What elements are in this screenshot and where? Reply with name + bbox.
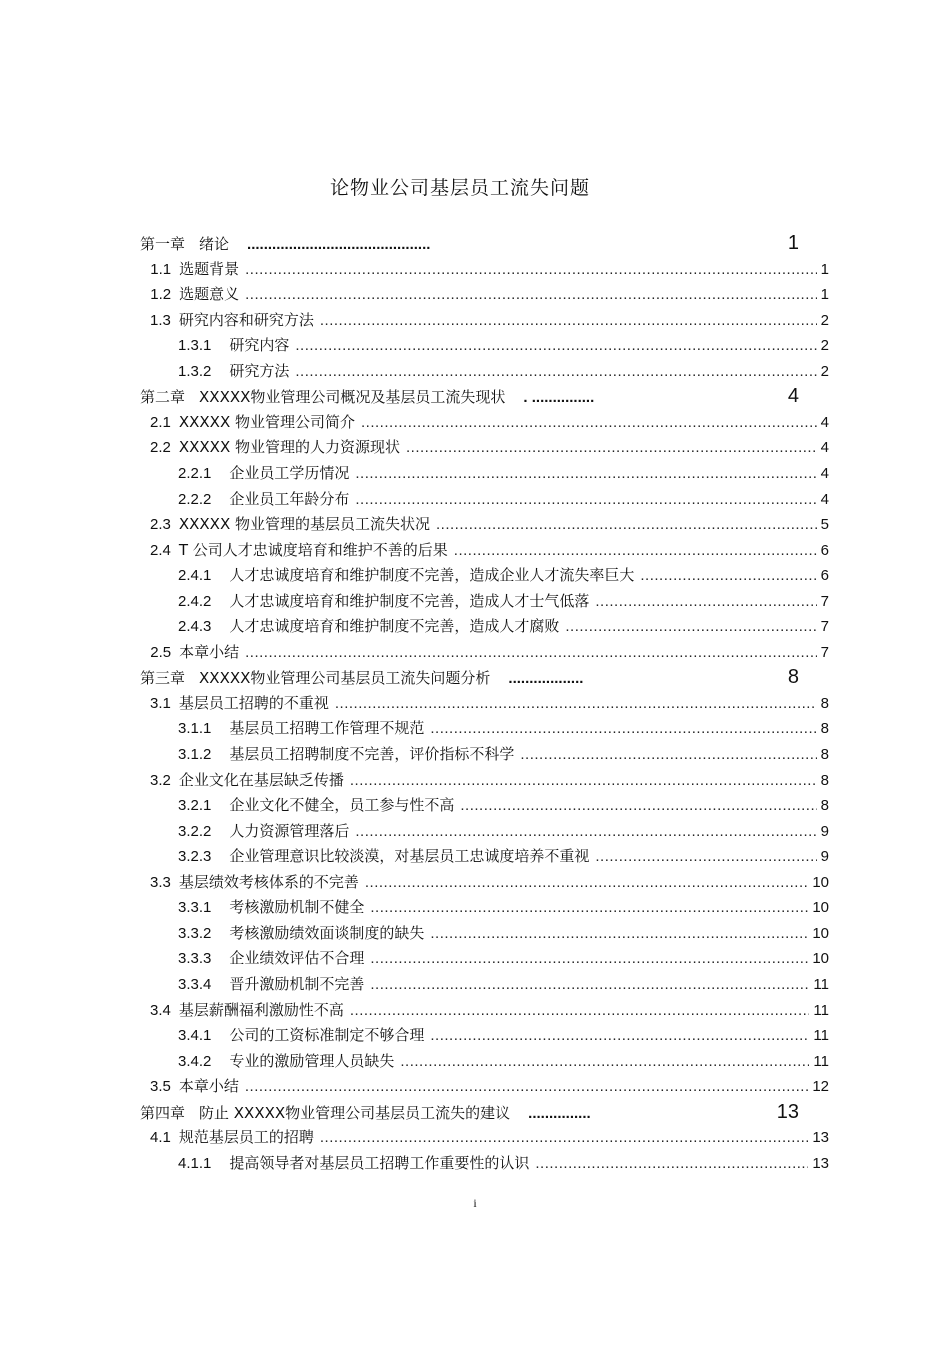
toc-page-number: 9 (820, 822, 829, 840)
toc-entry[interactable] (178, 590, 829, 611)
toc-dot-leader (454, 542, 817, 559)
toc-dot-leader (335, 695, 817, 712)
toc-page-number: 7 (820, 618, 829, 636)
toc-entry-title: T 公司人才忠诚度培育和维护不善的后果 (178, 540, 448, 559)
toc-entry-number: 4.1 (150, 1129, 171, 1147)
toc-entry-number: 3.3 (150, 873, 171, 891)
toc-entry[interactable] (178, 947, 829, 968)
toc-entry-title: 人力资源管理落后 (229, 821, 350, 840)
toc-entry[interactable] (178, 360, 829, 381)
toc-entry-number: 第一章 (140, 236, 186, 253)
toc-entry[interactable] (150, 436, 829, 457)
toc-page-number: 6 (820, 567, 829, 585)
toc-page-number: 10 (812, 873, 829, 891)
toc-dot-leader (295, 363, 816, 380)
toc-page-number: 4 (820, 439, 829, 457)
toc-dot-leader (361, 414, 817, 431)
toc-dot-leader (350, 772, 817, 789)
toc-entry[interactable] (150, 692, 829, 713)
toc-entry-number: 3.1.2 (178, 746, 212, 763)
toc-entry-number: 3.4.1 (178, 1027, 212, 1045)
toc-entry-number: 2.4.2 (178, 592, 212, 610)
toc-entry-number: 2.4 (150, 541, 171, 559)
toc-entry-number: 3.3.1 (178, 899, 212, 917)
toc-entry-title: 人才忠诚度培育和维护制度不完善，造成企业人才流失率巨大 (229, 566, 635, 585)
toc-entry-title: 规范基层员工的招聘 (178, 1128, 314, 1147)
toc-chapter-entry[interactable] (140, 385, 799, 408)
toc-entry[interactable] (150, 309, 829, 330)
toc-entry-title: 基层员工招聘工作管理不规范 (229, 719, 425, 738)
toc-dot-leader (320, 1129, 808, 1146)
toc-entry-title: 考核激励机制不健全 (229, 898, 365, 917)
toc-dot-leader (436, 516, 817, 533)
toc-entry-title: 研究内容 (229, 336, 290, 355)
toc-entry-title: 企业员工年龄分布 (229, 489, 350, 508)
toc-entry[interactable] (178, 794, 829, 815)
toc-entry-title: 基层绩效考核体系的不完善 (178, 872, 359, 891)
toc-entry-number: 3.2.3 (178, 848, 212, 866)
toc-page-number: 2 (820, 337, 829, 355)
toc-entry[interactable] (150, 999, 829, 1020)
toc-entry-title: 企业员工学历情况 (229, 463, 350, 482)
toc-entry[interactable] (178, 488, 829, 509)
toc-entry-title: 选题意义 (179, 285, 240, 304)
toc-dot-leader (535, 1155, 808, 1172)
toc-dot-leader (565, 618, 816, 635)
toc-page-number: 4 (820, 490, 829, 508)
toc-entry[interactable] (150, 411, 829, 432)
toc-entry-number: 1.3.1 (178, 337, 212, 355)
toc-entry[interactable] (178, 1024, 829, 1045)
toc-entry-title: 基层薪酬福利激励性不高 (178, 1000, 344, 1019)
toc-dot-leader (245, 1078, 808, 1095)
toc-page-number: 8 (820, 771, 829, 789)
toc-page-number: 6 (820, 541, 829, 559)
toc-chapter-dot-leader: . ............... (523, 389, 595, 407)
toc-dot-leader (406, 439, 817, 456)
toc-page-number: 8 (820, 694, 829, 712)
toc-entry-title: 企业文化不健全，员工参与性不高 (229, 796, 455, 815)
toc-page-number: 1 (820, 260, 829, 278)
toc-entry[interactable] (150, 258, 829, 279)
toc-entry[interactable] (178, 615, 829, 636)
toc-chapter-entry[interactable] (140, 1101, 799, 1124)
toc-dot-leader (245, 261, 817, 278)
toc-entry[interactable] (150, 871, 829, 892)
toc-page-number: 8 (820, 746, 829, 763)
toc-entry-title: 提高领导者对基层员工招聘工作重要性的认识 (229, 1153, 530, 1172)
toc-page-number: 13 (812, 1154, 829, 1172)
toc-page-number: 1 (820, 286, 829, 304)
toc-entry-number: 2.3 (150, 516, 171, 534)
toc-entry-title: 人才忠诚度培育和维护制度不完善，造成人才腐败 (229, 617, 560, 636)
toc-entry-number: 1.1 (150, 260, 172, 278)
toc-page-number: 7 (820, 643, 829, 661)
toc-chapter-dot-leader: ............................................ (247, 236, 431, 253)
toc-page-number: 2 (820, 311, 829, 329)
toc-entry-title: 研究内容和研究方法 (178, 310, 314, 329)
toc-entry-number: 3.4 (150, 1001, 171, 1019)
toc-entry[interactable] (178, 743, 829, 764)
toc-entry-title: 晋升激励机制不完善 (229, 974, 365, 993)
toc-entry[interactable] (178, 820, 829, 841)
toc-entry-title: 基层员工招聘的不重视 (178, 693, 329, 712)
toc-dot-leader (370, 976, 809, 993)
toc-entry-title: 企业文化在基层缺乏传播 (178, 770, 344, 789)
toc-page-number: 1 (787, 232, 799, 254)
toc-entry[interactable] (150, 513, 829, 534)
toc-dot-leader (520, 746, 816, 763)
toc-entry-title: 考核激励绩效面谈制度的缺失 (229, 923, 425, 942)
toc-entry-title: XXXXX物业管理公司概况及基层员工流失现状 (199, 388, 506, 407)
toc-page-number: 10 (812, 950, 829, 968)
toc-page-number: 4 (820, 464, 829, 482)
toc-entry-number: 4.1.1 (178, 1154, 212, 1172)
toc-entry-number: 3.2.2 (178, 822, 212, 840)
toc-entry-title: 本章小结 (179, 642, 240, 661)
toc-entry[interactable] (150, 539, 829, 560)
toc-entry-number: 3.3.3 (178, 950, 212, 968)
toc-dot-leader (365, 874, 808, 891)
toc-page-number: 11 (813, 1052, 829, 1070)
toc-entry-title: XXXXX 物业管理公司简介 (178, 412, 356, 431)
toc-dot-leader (460, 797, 816, 814)
toc-entry-title: 基层员工招聘制度不完善，评价指标不科学 (229, 745, 515, 763)
toc-entry-number: 2.2.2 (178, 490, 212, 508)
toc-entry[interactable] (150, 1126, 829, 1147)
toc-dot-leader (355, 465, 816, 482)
toc-dot-leader (350, 1002, 810, 1019)
toc-entry-number: 1.2 (150, 286, 172, 304)
toc-entry-number: 3.3.2 (178, 924, 212, 942)
toc-entry-title: XXXXX 物业管理的人力资源现状 (178, 438, 401, 457)
toc-entry-number: 2.2 (150, 439, 171, 457)
toc-page-number: 2 (820, 362, 829, 380)
toc-entry-title: 选题背景 (179, 259, 240, 278)
toc-dot-leader (640, 567, 816, 584)
toc-entry[interactable] (178, 462, 829, 483)
toc-page-number: 9 (820, 848, 829, 866)
toc-entry-title: 专业的激励管理人员缺失 (229, 1051, 395, 1070)
toc-dot-leader (595, 593, 816, 610)
toc-entry-title: XXXXX 物业管理的基层员工流失状况 (178, 515, 431, 534)
toc-dot-leader (430, 1027, 809, 1044)
toc-entry-number: 3.1 (150, 694, 171, 712)
toc-entry[interactable] (178, 334, 829, 355)
toc-dot-leader (320, 312, 817, 329)
toc-dot-leader (245, 644, 817, 661)
toc-entry[interactable] (178, 1050, 829, 1071)
toc-entry-number: 1.3.2 (178, 362, 212, 380)
toc-entry-title: 企业管理意识比较淡漠，对基层员工忠诚度培养不重视 (229, 847, 590, 866)
page-number: i (473, 1196, 477, 1210)
toc-page-number: 11 (813, 1027, 829, 1045)
toc-entry-number: 3.1.1 (178, 720, 212, 738)
toc-dot-leader (355, 491, 816, 508)
toc-dot-leader (355, 823, 816, 840)
toc-entry-number: 3.4.2 (178, 1052, 212, 1070)
toc-entry[interactable] (178, 845, 829, 866)
toc-entry-number: 2.1 (150, 413, 171, 431)
toc-entry-number: 3.2 (150, 771, 171, 789)
toc-entry-title: 研究方法 (229, 361, 290, 380)
toc-entry-number: 3.2.1 (178, 797, 212, 815)
toc-entry-number: 第二章 (140, 389, 186, 407)
toc-page-number: 13 (812, 1129, 829, 1147)
toc-entry[interactable] (178, 717, 829, 738)
toc-page-number: 11 (813, 1001, 829, 1019)
toc-entry[interactable] (178, 896, 829, 917)
toc-entry[interactable] (178, 1152, 829, 1173)
toc-page-number: 10 (812, 899, 829, 917)
toc-entry-number: 3.3.4 (178, 975, 212, 993)
toc-entry-number: 2.2.1 (178, 464, 212, 482)
toc-entry[interactable] (150, 1075, 829, 1096)
toc-entry[interactable] (150, 769, 829, 790)
toc-page-number: 10 (812, 924, 829, 942)
toc-entry-number: 2.4.3 (178, 618, 212, 636)
toc-entry-title: 本章小结 (178, 1077, 239, 1096)
toc-entry-number: 第三章 (140, 670, 186, 688)
toc-entry-number: 2.5 (150, 643, 172, 661)
toc-dot-leader (370, 899, 808, 916)
toc-dot-leader (400, 1053, 809, 1070)
toc-page-number: 4 (787, 385, 799, 408)
toc-chapter-entry[interactable] (140, 666, 799, 689)
toc-entry[interactable] (150, 641, 829, 662)
toc-page-number: 8 (787, 666, 799, 689)
toc-entry-number: 2.4.1 (178, 567, 212, 585)
toc-entry-title: 公司的工资标准制定不够合理 (229, 1026, 425, 1045)
toc-page-number: 7 (820, 592, 829, 610)
toc-page-number: 12 (812, 1078, 829, 1096)
toc-entry[interactable] (178, 564, 829, 585)
toc-entry-number: 第四章 (140, 1104, 186, 1122)
toc-dot-leader (295, 337, 816, 354)
toc-entry-title: XXXXX物业管理公司基层员工流失问题分析 (199, 669, 491, 688)
toc-page-number: 5 (820, 516, 829, 534)
toc-chapter-entry[interactable] (140, 232, 799, 255)
toc-chapter-dot-leader: ............... (528, 1104, 591, 1122)
toc-entry[interactable] (178, 922, 829, 943)
toc-page-number: 8 (820, 720, 829, 738)
toc-dot-leader (245, 286, 817, 303)
toc-entry-number: 3.5 (150, 1078, 171, 1096)
toc-page-number: 4 (820, 413, 829, 431)
toc-entry-title: 人才忠诚度培育和维护制度不完善，造成人才士气低落 (229, 591, 590, 610)
toc-page-number: 8 (820, 797, 829, 815)
toc-page-number: 13 (776, 1100, 799, 1123)
toc-dot-leader (370, 950, 808, 967)
toc-entry-number: 1.3 (150, 311, 171, 329)
toc-dot-leader (430, 720, 816, 737)
toc-page-number: 11 (813, 975, 829, 993)
toc-entry[interactable] (150, 283, 829, 304)
toc-entry[interactable] (178, 973, 829, 994)
toc-entry-title: 绪论 (199, 235, 230, 253)
document-title: 论物业公司基层员工流失问题 (329, 177, 590, 199)
toc-entry-title: 企业绩效评估不合理 (229, 949, 365, 968)
toc-dot-leader (595, 848, 816, 865)
toc-entry-title: 防止 XXXXX物业管理公司基层员工流失的建议 (199, 1103, 511, 1122)
toc-dot-leader (430, 925, 808, 942)
toc-chapter-dot-leader: .................. (508, 670, 584, 688)
